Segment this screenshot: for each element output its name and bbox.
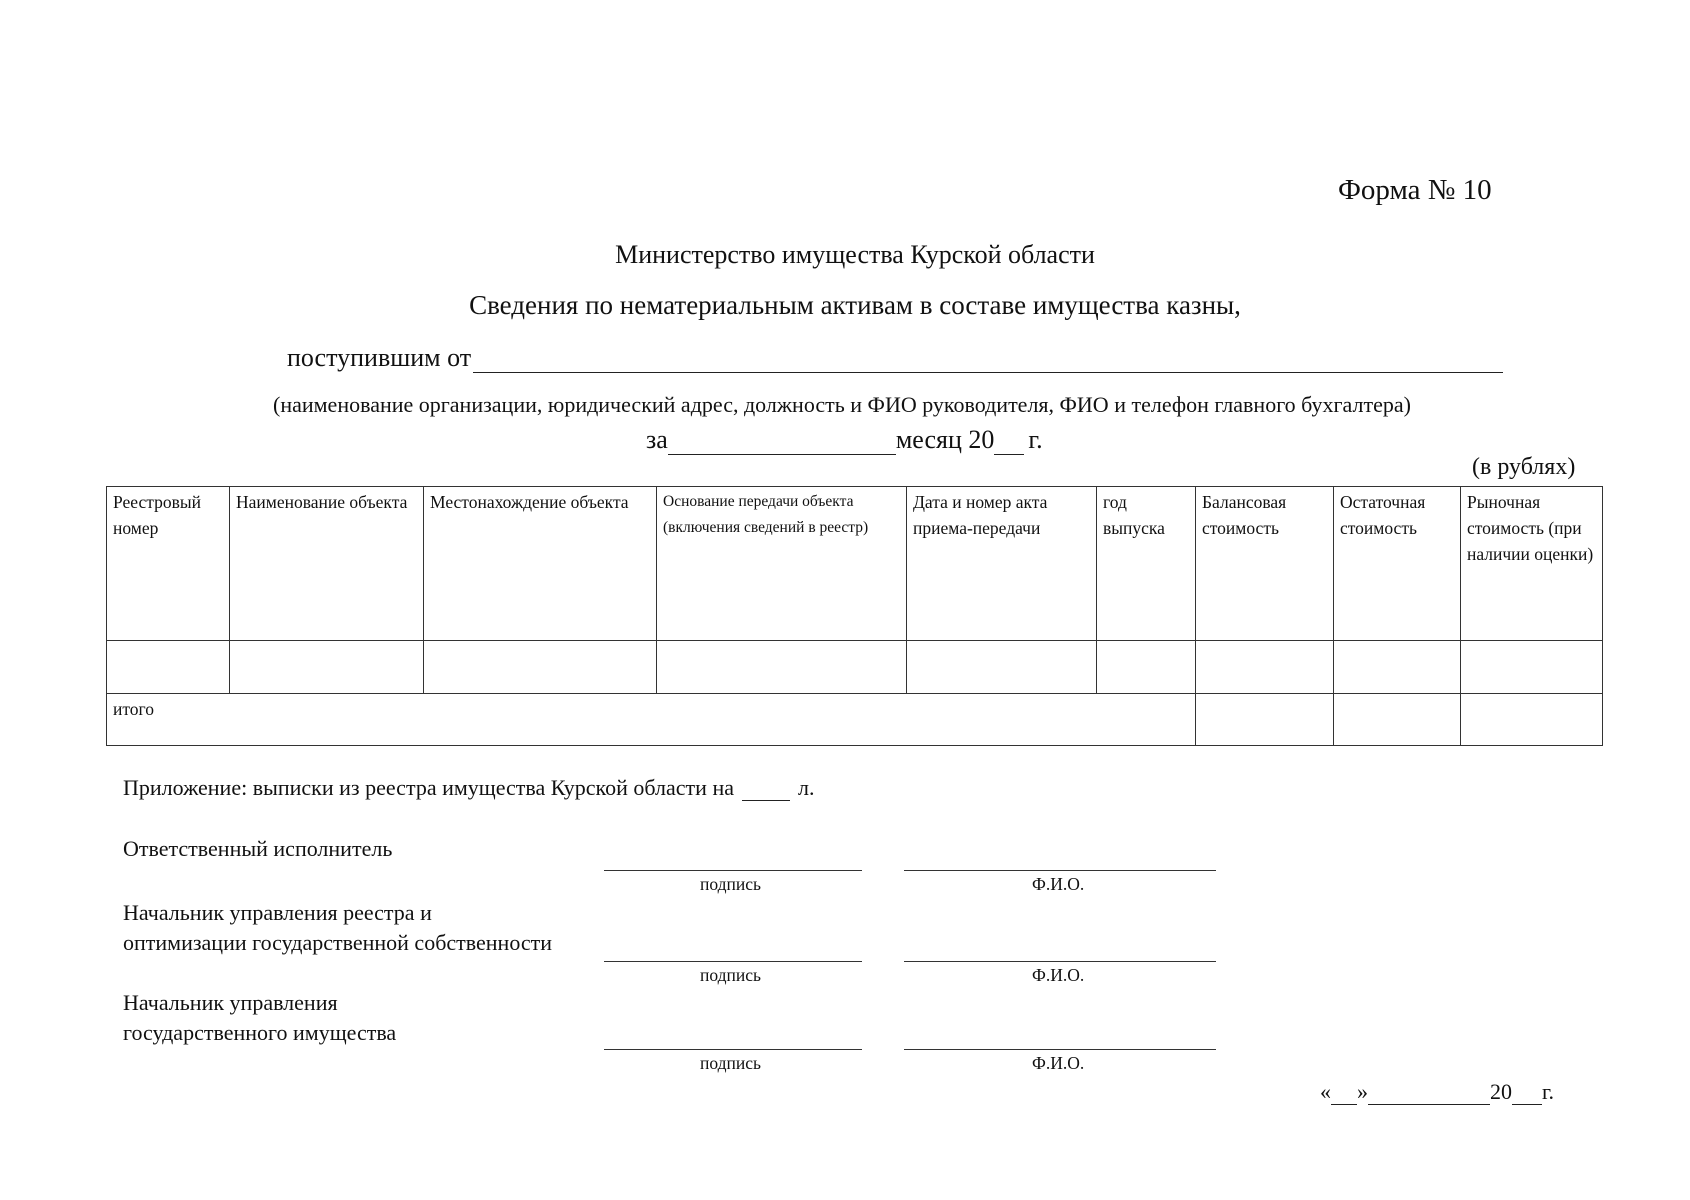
total-label: итого [107,694,1196,746]
cell-object-name[interactable] [230,641,424,694]
month-field[interactable] [668,430,896,455]
signer-2-name-line[interactable] [904,961,1216,962]
header-residual-value: Остаточная стоимость [1334,487,1461,641]
date-year-prefix: 20 [1490,1079,1512,1104]
currency-note: (в рублях) [1472,454,1576,480]
header-book-value: Балансовая стоимость [1196,487,1334,641]
cell-residual-value[interactable] [1334,641,1461,694]
cell-registry-number[interactable] [107,641,230,694]
header-object-name: Наименование объекта [230,487,424,641]
header-year: год выпуска [1097,487,1196,641]
signer-3-signature-line[interactable] [604,1049,862,1050]
signer-3-name-caption: Ф.И.О. [1032,1053,1085,1073]
period-year-suffix: г. [1028,425,1043,454]
received-from-label: поступившим от [287,343,472,372]
signer-3-name-line[interactable] [904,1049,1216,1050]
total-row [107,694,1603,746]
signer-2-name-caption: Ф.И.О. [1032,965,1085,985]
received-from-field[interactable] [473,347,1503,373]
assets-table [106,486,1603,746]
signer-1-title: Ответственный исполнитель [123,836,393,861]
table-row [107,641,1603,694]
header-transfer-basis: Основание передачи объекта (включения сведений в реестр) [657,487,907,641]
cell-act-date-number[interactable] [907,641,1097,694]
signer-1-sign-caption: подпись [700,874,761,894]
total-book-value[interactable] [1196,694,1334,746]
period-prefix: за [646,425,668,454]
total-residual-value[interactable] [1334,694,1461,746]
date-open-quote: « [1320,1079,1331,1104]
total-market-value[interactable] [1461,694,1603,746]
signer-3-title-line-2: государственного имущества [123,1020,397,1045]
signer-1-signature-line[interactable] [604,870,862,871]
signer-1-name-line[interactable] [904,870,1216,871]
signer-2-title-line-1: Начальник управления реестра и [123,900,432,925]
cell-market-value[interactable] [1461,641,1603,694]
period-month-label: месяц 20 [895,425,995,454]
date-row [1320,1079,1554,1105]
signer-2-signature-line[interactable] [604,961,862,962]
ministry-name: Министерство имущества Курской области [615,240,1095,269]
received-from-row [287,343,1503,373]
year-field[interactable] [994,430,1024,455]
date-year-field[interactable] [1512,1084,1542,1105]
form-number: Форма № 10 [1338,174,1492,206]
received-from-hint: (наименование организации, юридический адрес, должность и ФИО руководителя, ФИО и телефон главного бухгалтера) [273,392,1411,417]
cell-transfer-basis[interactable] [657,641,907,694]
signer-2-title-line-2: оптимизации государственной собственности [123,930,553,955]
signer-1-name-caption: Ф.И.О. [1032,874,1085,894]
appendix-row [123,775,814,801]
document-title: Сведения по нематериальным активам в составе имущества казны, [469,290,1241,320]
cell-year[interactable] [1097,641,1196,694]
signer-3-sign-caption: подпись [700,1053,761,1073]
date-day-field[interactable] [1331,1084,1357,1105]
cell-book-value[interactable] [1196,641,1334,694]
signer-3-title-line-1: Начальник управления [123,990,338,1015]
cell-object-location[interactable] [424,641,657,694]
header-act-date-number: Дата и номер акта приема-передачи [907,487,1097,641]
header-market-value: Рыночная стоимость (при наличии оценки) [1461,487,1603,641]
table-header-row [107,487,1603,641]
period-row [646,425,1043,455]
date-close-quote: » [1357,1079,1368,1104]
appendix-text: Приложение: выписки из реестра имущества Курской области на [123,775,734,800]
date-suffix: г. [1542,1079,1555,1104]
appendix-suffix: л. [797,775,815,800]
appendix-pages-field[interactable] [742,780,790,801]
header-registry-number: Реестровый номер [107,487,230,641]
header-object-location: Местонахождение объекта [424,487,657,641]
signer-2-sign-caption: подпись [700,965,761,985]
date-month-field[interactable] [1368,1084,1490,1105]
